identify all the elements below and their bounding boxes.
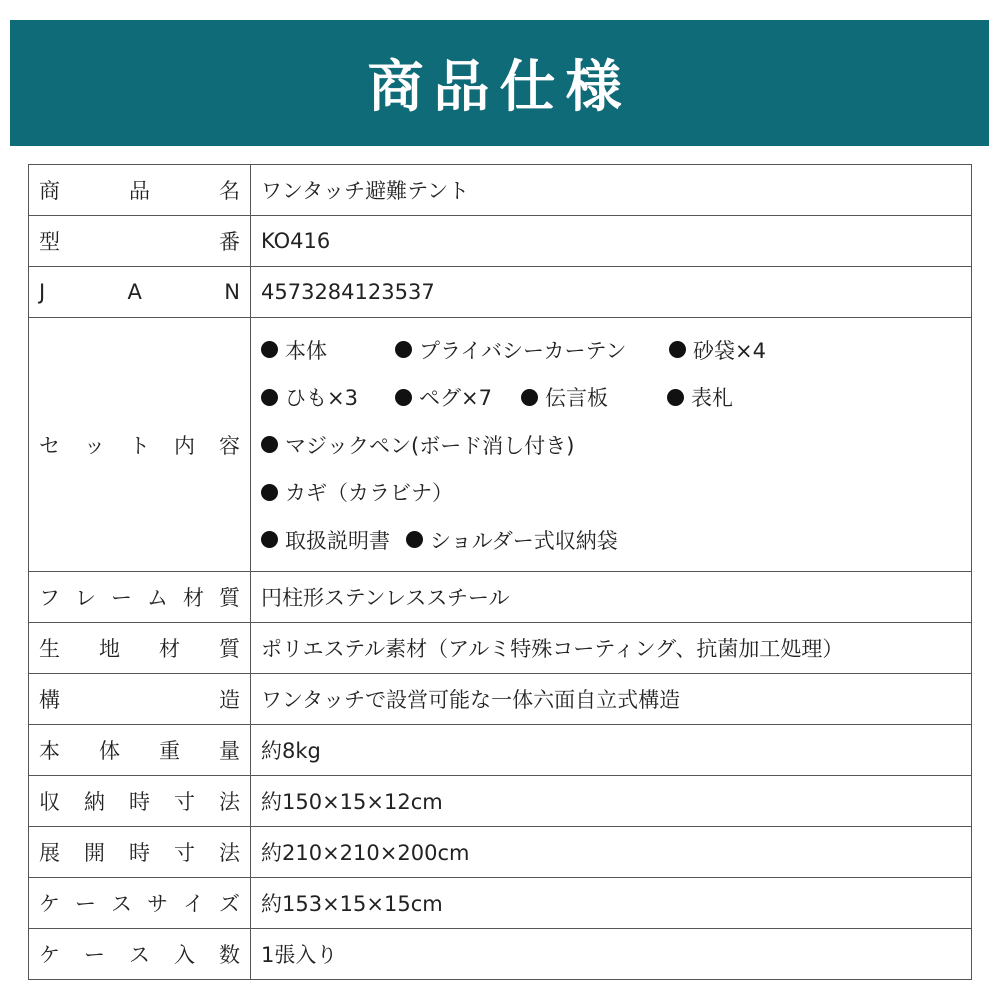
bullet-icon bbox=[261, 341, 278, 358]
spec-row-open-size bbox=[29, 827, 972, 878]
row-value: ワンタッチで設営可能な一体六面自立式構造 bbox=[251, 674, 972, 725]
row-label: ケ ー ス 入 数 bbox=[29, 929, 251, 980]
set-contents-list bbox=[261, 335, 961, 555]
bullet-icon bbox=[261, 484, 278, 501]
spec-row-stored-size bbox=[29, 776, 972, 827]
row-label: 収 納 時 寸 法 bbox=[29, 776, 251, 827]
spec-row-set-contents bbox=[29, 318, 972, 572]
row-label: 展 開 時 寸 法 bbox=[29, 827, 251, 878]
spec-row-weight bbox=[29, 725, 972, 776]
spec-row-structure bbox=[29, 674, 972, 725]
row-label: J A N bbox=[29, 267, 251, 318]
spec-table bbox=[28, 164, 972, 980]
bullet-icon bbox=[261, 531, 278, 548]
bullet-icon bbox=[521, 389, 538, 406]
row-label: ケ ー ス サ イ ズ bbox=[29, 878, 251, 929]
spec-row-product-name bbox=[29, 165, 972, 216]
bullet-icon bbox=[261, 389, 278, 406]
row-value: 1張入り bbox=[251, 929, 972, 980]
row-label: 生 地 材 質 bbox=[29, 623, 251, 674]
spec-row-frame-material bbox=[29, 572, 972, 623]
bullet-icon bbox=[261, 436, 278, 453]
row-value: 約8kg bbox=[251, 725, 972, 776]
page-title: 商品仕様 bbox=[367, 55, 632, 120]
row-label: 本 体 重 量 bbox=[29, 725, 251, 776]
bullet-icon bbox=[395, 341, 412, 358]
row-label: フ レ ー ム 材 質 bbox=[29, 572, 251, 623]
bullet-icon bbox=[406, 531, 423, 548]
bullet-icon bbox=[669, 341, 686, 358]
row-value: 約150×15×12cm bbox=[251, 776, 972, 827]
row-value: ポリエステル素材（アルミ特殊コーティング、抗菌加工処理） bbox=[251, 623, 972, 674]
spec-row-model bbox=[29, 216, 972, 267]
row-label: セ ッ ト 内 容 bbox=[29, 318, 251, 572]
bullet-icon bbox=[395, 389, 412, 406]
list-item: 本体 プライバシーカーテン 砂袋×4 bbox=[261, 335, 961, 365]
row-label: 構 造 bbox=[29, 674, 251, 725]
row-value: 約210×210×200cm bbox=[251, 827, 972, 878]
header-banner bbox=[10, 20, 989, 146]
list-item: ひも×3 ペグ×7 伝言板 表札 bbox=[261, 382, 961, 412]
list-item: マジックペン(ボード消し付き) bbox=[261, 430, 961, 460]
spec-row-fabric-material bbox=[29, 623, 972, 674]
row-label: 商 品 名 bbox=[29, 165, 251, 216]
row-value: KO416 bbox=[251, 216, 972, 267]
spec-row-case-size bbox=[29, 878, 972, 929]
row-value: 4573284123537 bbox=[251, 267, 972, 318]
row-value: ワンタッチ避難テント bbox=[251, 165, 972, 216]
bullet-icon bbox=[667, 389, 684, 406]
list-item: カギ（カラビナ） bbox=[261, 477, 961, 507]
spec-row-case-quantity bbox=[29, 929, 972, 980]
row-value bbox=[251, 318, 972, 572]
spec-row-jan bbox=[29, 267, 972, 318]
row-label: 型 番 bbox=[29, 216, 251, 267]
row-value: 円柱形ステンレススチール bbox=[251, 572, 972, 623]
row-value: 約153×15×15cm bbox=[251, 878, 972, 929]
list-item: 取扱説明書 ショルダー式収納袋 bbox=[261, 525, 961, 555]
